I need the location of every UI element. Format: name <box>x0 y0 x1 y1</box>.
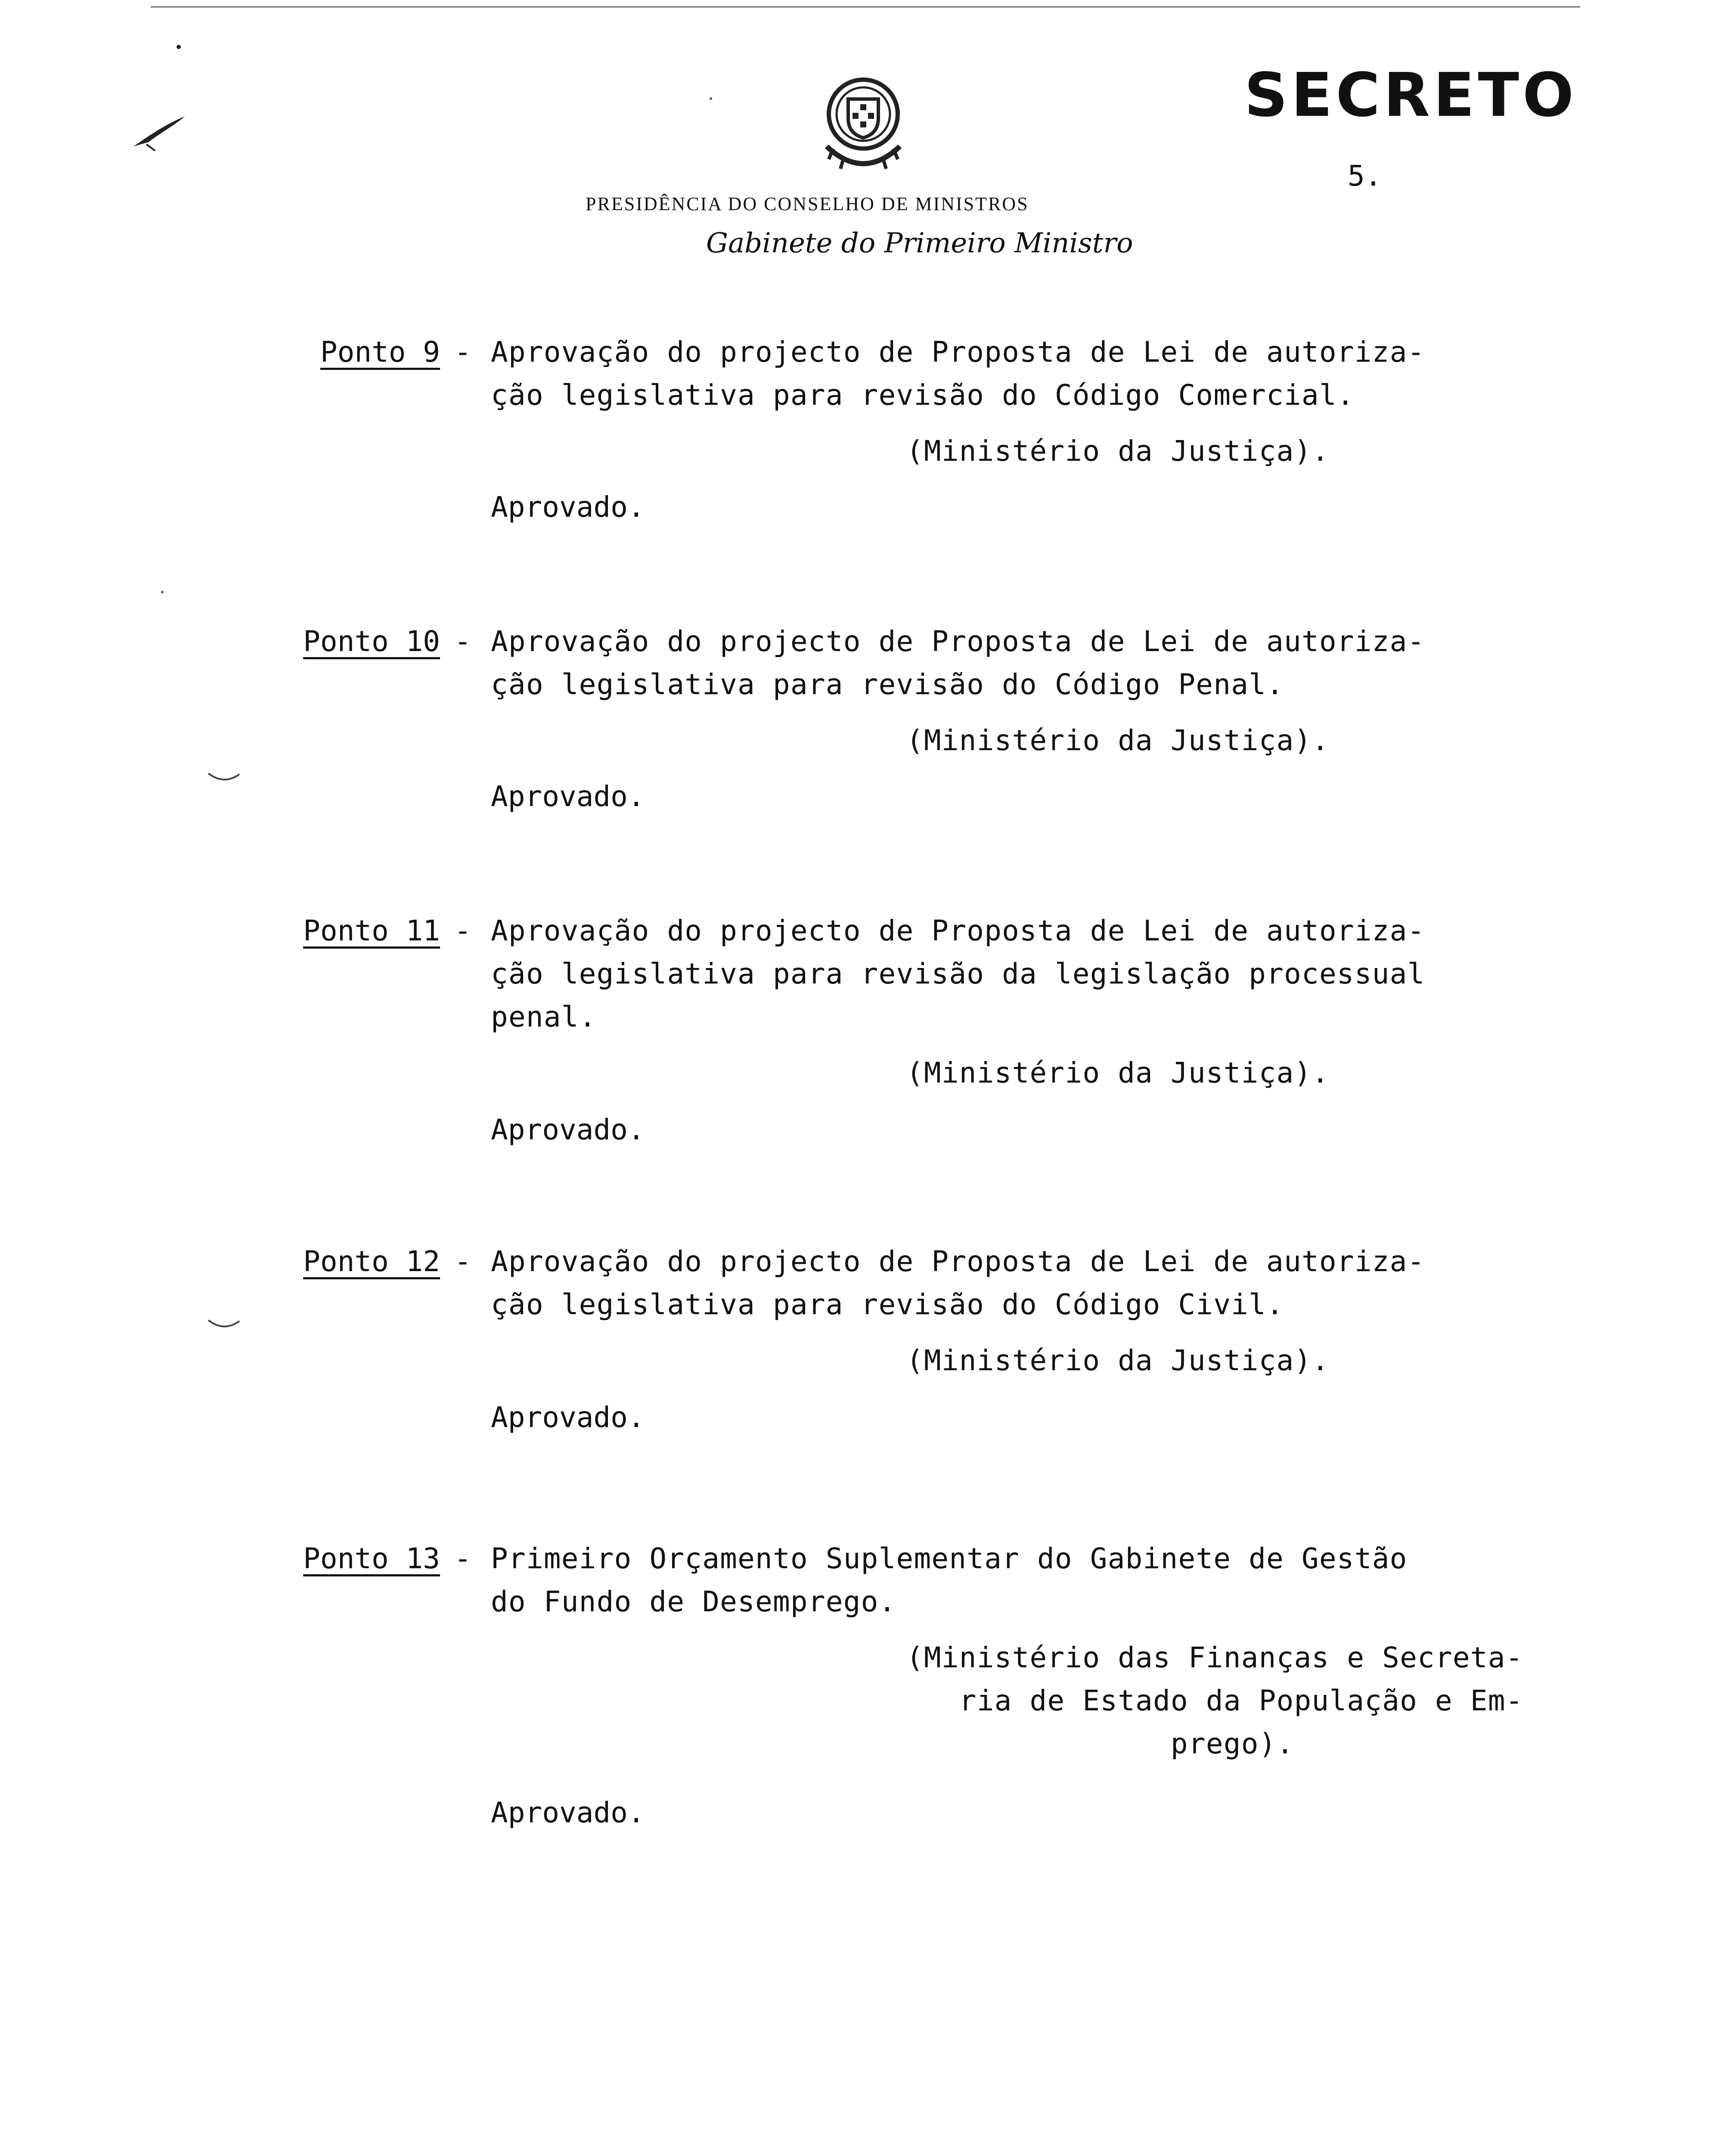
cabinet-name: Gabinete do Primeiro Ministro <box>706 227 1133 259</box>
item-result: Aprovado. <box>491 1796 645 1829</box>
item-description-line: ção legislativa para revisão do Código Penal. <box>491 668 1284 701</box>
item-dash: - <box>454 335 471 369</box>
coat-of-arms-emblem <box>809 73 917 181</box>
institution-name: PRESIDÊNCIA DO CONSELHO DE MINISTROS <box>586 193 1029 214</box>
item-result: Aprovado. <box>491 1401 645 1434</box>
margin-pencil-mark <box>207 771 241 784</box>
item-ministry: (Ministério da Justiça). <box>906 1056 1330 1089</box>
item-description-line: ção legislativa para revisão do Código Comercial. <box>491 378 1355 412</box>
item-result: Aprovado. <box>491 490 645 524</box>
top-rule <box>151 6 1580 8</box>
item-description-line: penal. <box>491 1000 597 1033</box>
item-description-line: Aprovação do projecto de Proposta de Lei de autoriza- <box>491 335 1425 369</box>
margin-pencil-mark <box>207 1318 241 1331</box>
item-ministry: ria de Estado da População e Em- <box>906 1684 1523 1717</box>
item-description-line: Aprovação do projecto de Proposta de Lei de autoriza- <box>491 625 1425 658</box>
ink-speck <box>161 591 164 593</box>
item-dash: - <box>454 625 471 658</box>
item-ministry: (Ministério das Finanças e Secreta- <box>906 1641 1523 1674</box>
item-label: Ponto 13 <box>303 1542 440 1575</box>
item-label: Ponto 12 <box>303 1245 440 1278</box>
item-description-line: do Fundo de Desemprego. <box>491 1585 896 1618</box>
item-dash: - <box>454 1542 471 1575</box>
item-dash: - <box>454 914 471 947</box>
margin-pen-mark <box>129 108 189 155</box>
item-description-line: Primeiro Orçamento Suplementar do Gabinete de Gestão <box>491 1542 1407 1575</box>
ink-speck <box>710 97 712 100</box>
item-ministry: (Ministério da Justiça). <box>906 1344 1330 1377</box>
item-label: Ponto 11 <box>303 914 440 947</box>
item-description-line: ção legislativa para revisão do Código Civil. <box>491 1288 1284 1321</box>
page-number: 5. <box>1348 159 1382 192</box>
item-result: Aprovado. <box>491 780 645 813</box>
item-label: Ponto 10 <box>303 625 440 658</box>
item-ministry: (Ministério da Justiça). <box>906 724 1330 757</box>
item-label: Ponto 9 <box>320 335 440 369</box>
classification-stamp: SECRETO <box>1244 60 1578 130</box>
item-ministry: (Ministério da Justiça). <box>906 434 1330 468</box>
item-ministry: prego). <box>906 1727 1294 1760</box>
item-dash: - <box>454 1245 471 1278</box>
item-result: Aprovado. <box>491 1113 645 1146</box>
item-description-line: ção legislativa para revisão da legislação processual <box>491 957 1425 990</box>
ink-speck <box>177 45 181 49</box>
item-description-line: Aprovação do projecto de Proposta de Lei de autoriza- <box>491 1245 1425 1278</box>
item-description-line: Aprovação do projecto de Proposta de Lei de autoriza- <box>491 914 1425 947</box>
